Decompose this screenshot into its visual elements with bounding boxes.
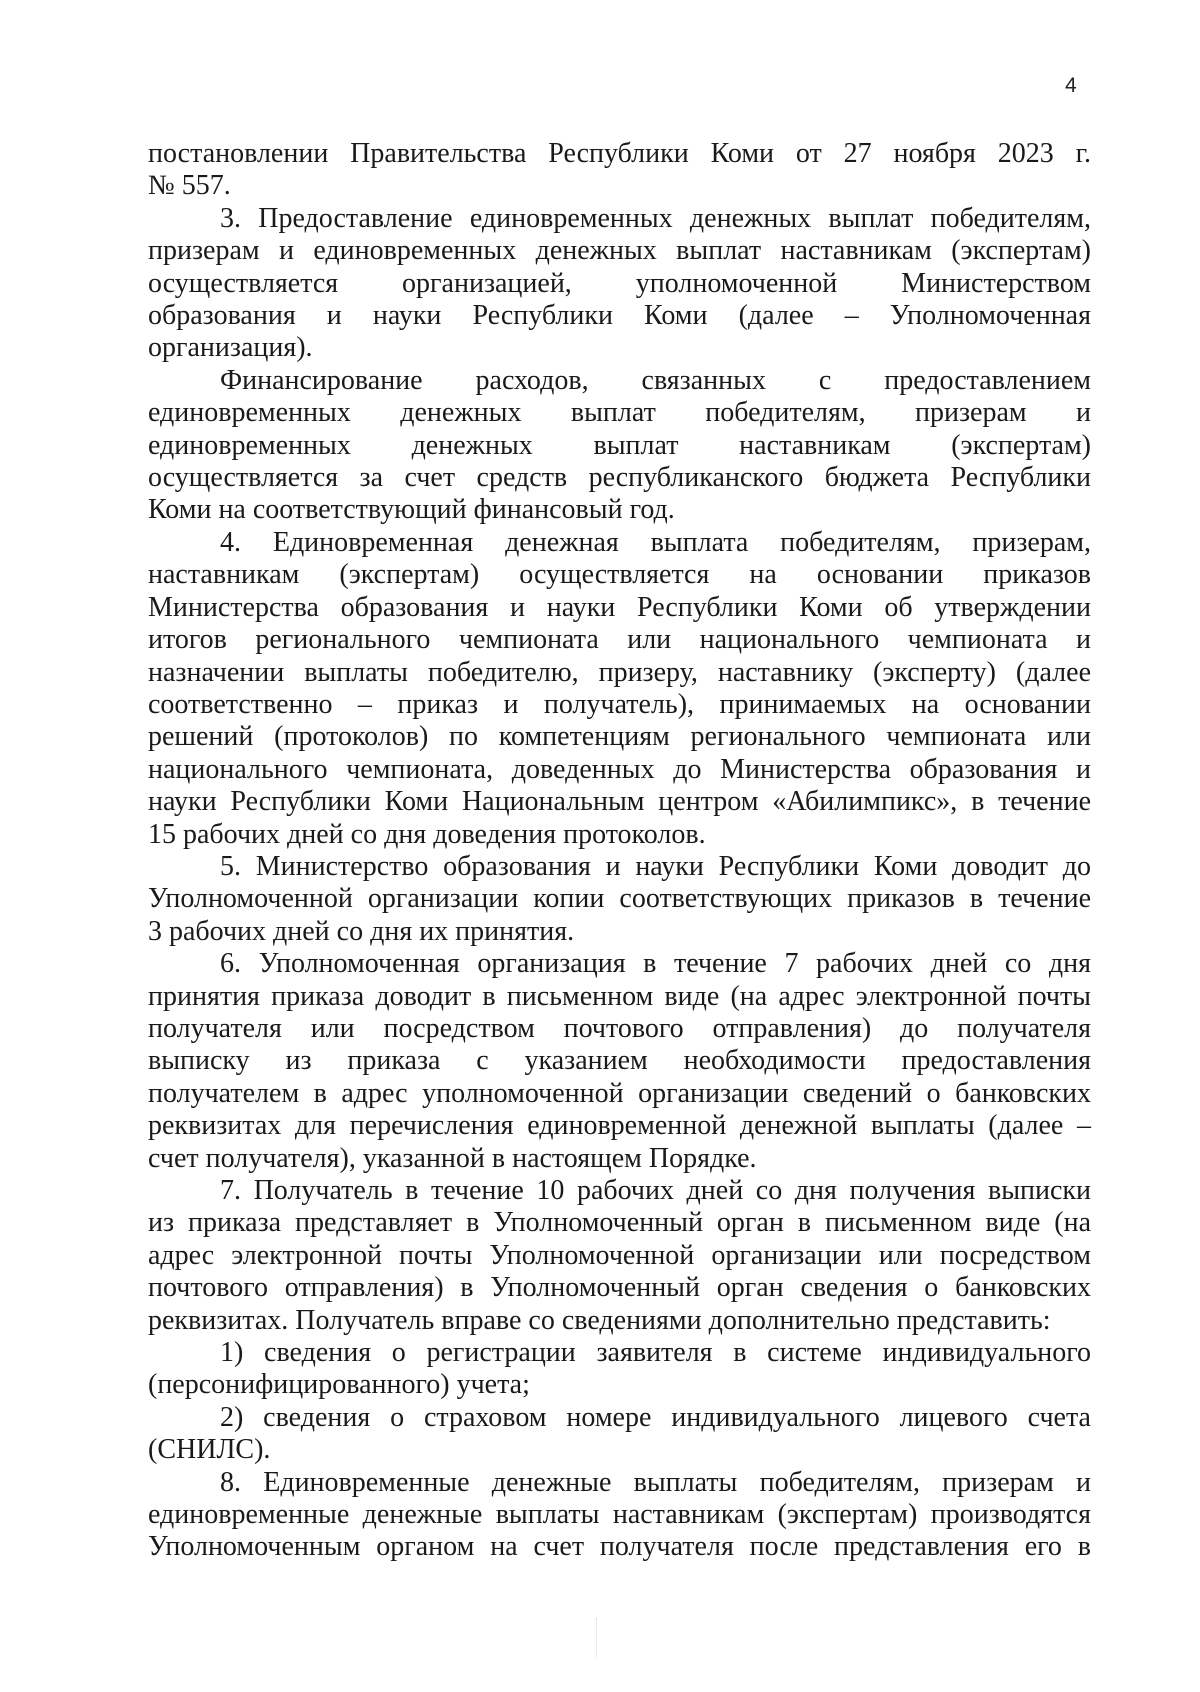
paragraph xyxy=(148,1402,1091,1467)
text-line: получателя или посредством почтового отправления) до получателя xyxy=(148,1012,1091,1044)
paragraph xyxy=(148,527,1091,851)
text-line: принятия приказа доводит в письменном виде (на адрес электронной почты xyxy=(148,980,1091,1012)
text-line: адрес электронной почты Уполномоченной организации или посредством xyxy=(148,1239,1091,1271)
text-line: счет получателя), указанной в настоящем Порядке. xyxy=(148,1142,757,1174)
paragraph xyxy=(148,203,1091,365)
text-line: реквизитах. Получатель вправе со сведениями дополнительно представить: xyxy=(148,1304,1051,1336)
text-line: наставникам (экспертам) осуществляется на основании приказов xyxy=(148,559,1091,591)
paragraph xyxy=(148,851,1091,948)
text-line: 8. Единовременные денежные выплаты победителям, призерам и xyxy=(220,1466,1091,1498)
text-line: 1) сведения о регистрации заявителя в системе индивидуального xyxy=(220,1337,1091,1369)
text-line: единовременных денежных выплат наставникам (экспертам) xyxy=(148,429,1091,461)
text-line: единовременных денежных выплат победителям, призерам и xyxy=(148,397,1091,429)
text-line: (персонифицированного) учета; xyxy=(148,1369,530,1401)
text-line: 3. Предоставление единовременных денежных выплат победителям, xyxy=(220,202,1091,234)
paragraph xyxy=(148,948,1091,1175)
text-line: 3 рабочих дней со дня их принятия. xyxy=(148,915,575,947)
text-line: соответственно – приказ и получатель), принимаемых на основании xyxy=(148,688,1091,720)
paragraph xyxy=(148,1175,1091,1337)
text-line: № 557. xyxy=(148,170,231,202)
text-line: образования и науки Республики Коми (далее – Уполномоченная xyxy=(148,300,1091,332)
text-line: 4. Единовременная денежная выплата победителям, призерам, xyxy=(220,526,1091,558)
paragraph xyxy=(148,365,1091,527)
text-line: получателем в адрес уполномоченной организации сведений о банковских xyxy=(148,1077,1091,1109)
text-line: итогов регионального чемпионата или национального чемпионата и xyxy=(148,624,1091,656)
text-line: 5. Министерство образования и науки Республики Коми доводит до xyxy=(220,850,1091,882)
text-line: выписку из приказа с указанием необходимости предоставления xyxy=(148,1045,1091,1077)
text-line: назначении выплаты победителю, призеру, наставнику (эксперту) (далее xyxy=(148,656,1091,688)
text-line: 7. Получатель в течение 10 рабочих дней со дня получения выписки xyxy=(220,1175,1091,1206)
paragraph xyxy=(148,1467,1091,1564)
text-line: Министерства образования и науки Республики Коми об утверждении xyxy=(148,591,1091,623)
text-line: постановлении Правительства Республики Коми от 27 ноября 2023 г. xyxy=(148,138,1091,169)
text-line: из приказа представляет в Уполномоченный орган в письменном виде (на xyxy=(148,1207,1091,1239)
text-line: науки Республики Коми Национальным центром «Абилимпикс», в течение xyxy=(148,786,1091,818)
text-line: Коми на соответствующий финансовый год. xyxy=(148,494,675,526)
page-number: 4 xyxy=(1065,74,1077,97)
text-line: (СНИЛС). xyxy=(148,1434,271,1466)
text-line: единовременные денежные выплаты наставникам (экспертам) производятся xyxy=(148,1499,1091,1531)
paragraph xyxy=(148,138,1091,203)
scan-artifact xyxy=(596,1618,599,1658)
text-line: 2) сведения о страховом номере индивидуального лицевого счета xyxy=(220,1401,1091,1433)
text-line: 6. Уполномоченная организация в течение 7 рабочих дней со дня xyxy=(220,948,1091,980)
text-line: Уполномоченным органом на счет получателя после представления его в xyxy=(148,1531,1091,1563)
text-line: Уполномоченной организации копии соответствующих приказов в течение xyxy=(148,883,1091,915)
document-body xyxy=(148,138,1091,1564)
text-line: Финансирование расходов, связанных с предоставлением xyxy=(220,364,1091,396)
text-line: 15 рабочих дней со дня доведения протоколов. xyxy=(148,818,706,850)
text-line: осуществляется организацией, уполномоченной Министерством xyxy=(148,267,1091,299)
text-line: реквизитах для перечисления единовременной денежной выплаты (далее – xyxy=(148,1110,1091,1142)
text-line: решений (протоколов) по компетенциям регионального чемпионата или xyxy=(148,721,1091,753)
paragraph xyxy=(148,1337,1091,1402)
text-line: осуществляется за счет средств республиканского бюджета Республики xyxy=(148,462,1091,494)
text-line: призерам и единовременных денежных выплат наставникам (экспертам) xyxy=(148,235,1091,267)
text-line: национального чемпионата, доведенных до Министерства образования и xyxy=(148,753,1091,785)
text-line: организация). xyxy=(148,332,313,364)
text-line: почтового отправления) в Уполномоченный орган сведения о банковских xyxy=(148,1272,1091,1304)
